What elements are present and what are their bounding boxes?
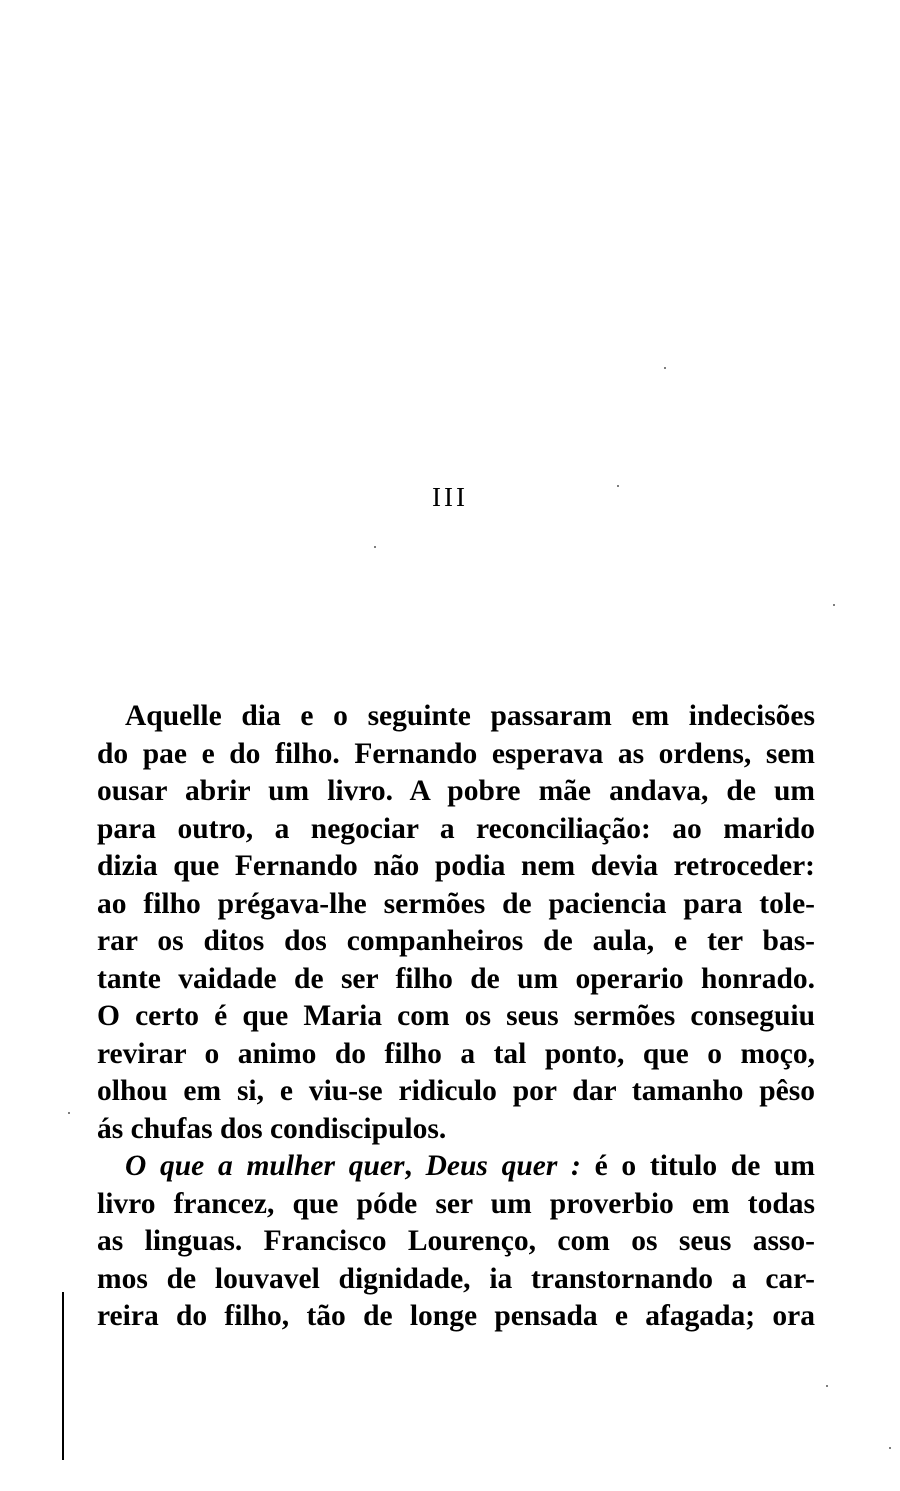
text-line: mos de louvavel dignidade, ia transtornando a car- (97, 1262, 815, 1295)
scan-speck (617, 485, 619, 487)
paragraph-1 (97, 698, 815, 1148)
text-line: olhou em si, e viu-se ridiculo por dar tamanho pêso (97, 1075, 815, 1107)
text-line-with-italic-title (97, 1148, 815, 1186)
paragraph-2 (97, 1148, 815, 1336)
scan-speck (68, 1112, 70, 1114)
scan-speck (889, 1447, 891, 1449)
text-line: ousar abrir um livro. A pobre mãe andava, de um (97, 775, 815, 807)
text-line: as linguas. Francisco Lourenço, com os seus asso- (97, 1225, 815, 1257)
scan-speck (664, 367, 666, 369)
scan-speck (826, 1385, 828, 1387)
text-line: O certo é que Maria com os seus sermões conseguiu (97, 1000, 815, 1032)
title-separator: , (404, 1150, 426, 1182)
text-line: Aquelle dia e o seguinte passaram em indecisões (125, 700, 815, 732)
text-line: tante vaidade de ser filho de um operario honrado. (97, 962, 815, 995)
text-line: dizia que Fernando não podia nem devia retroceder: (97, 850, 815, 882)
scan-margin-line (62, 1292, 64, 1460)
text-line: rar os ditos dos companheiros de aula, e ter bas- (97, 925, 815, 957)
scan-speck (374, 546, 376, 548)
text-line: ao filho prégava-lhe sermões de paciencia para tole- (97, 887, 815, 920)
text-line: livro francez, que póde ser um proverbio em todas (97, 1187, 815, 1220)
text-line: reira do filho, tão de longe pensada e afagada; ora (97, 1300, 815, 1332)
line-remainder: é o titulo de um (580, 1150, 816, 1182)
text-line: do pae e do filho. Fernando esperava as ordens, sem (97, 737, 815, 770)
italic-book-title-part-1: O que a mulher quer (125, 1150, 405, 1182)
text-line: ás chufas dos condiscipulos. (97, 1112, 447, 1145)
text-line: para outro, a negociar a reconciliação: ao marido (97, 812, 815, 845)
scan-speck (833, 604, 835, 606)
chapter-heading: III (432, 482, 468, 512)
text-line: revirar o animo do filho a tal ponto, que o moço, (97, 1037, 815, 1070)
italic-book-title-part-2: Deus quer : (425, 1150, 581, 1182)
